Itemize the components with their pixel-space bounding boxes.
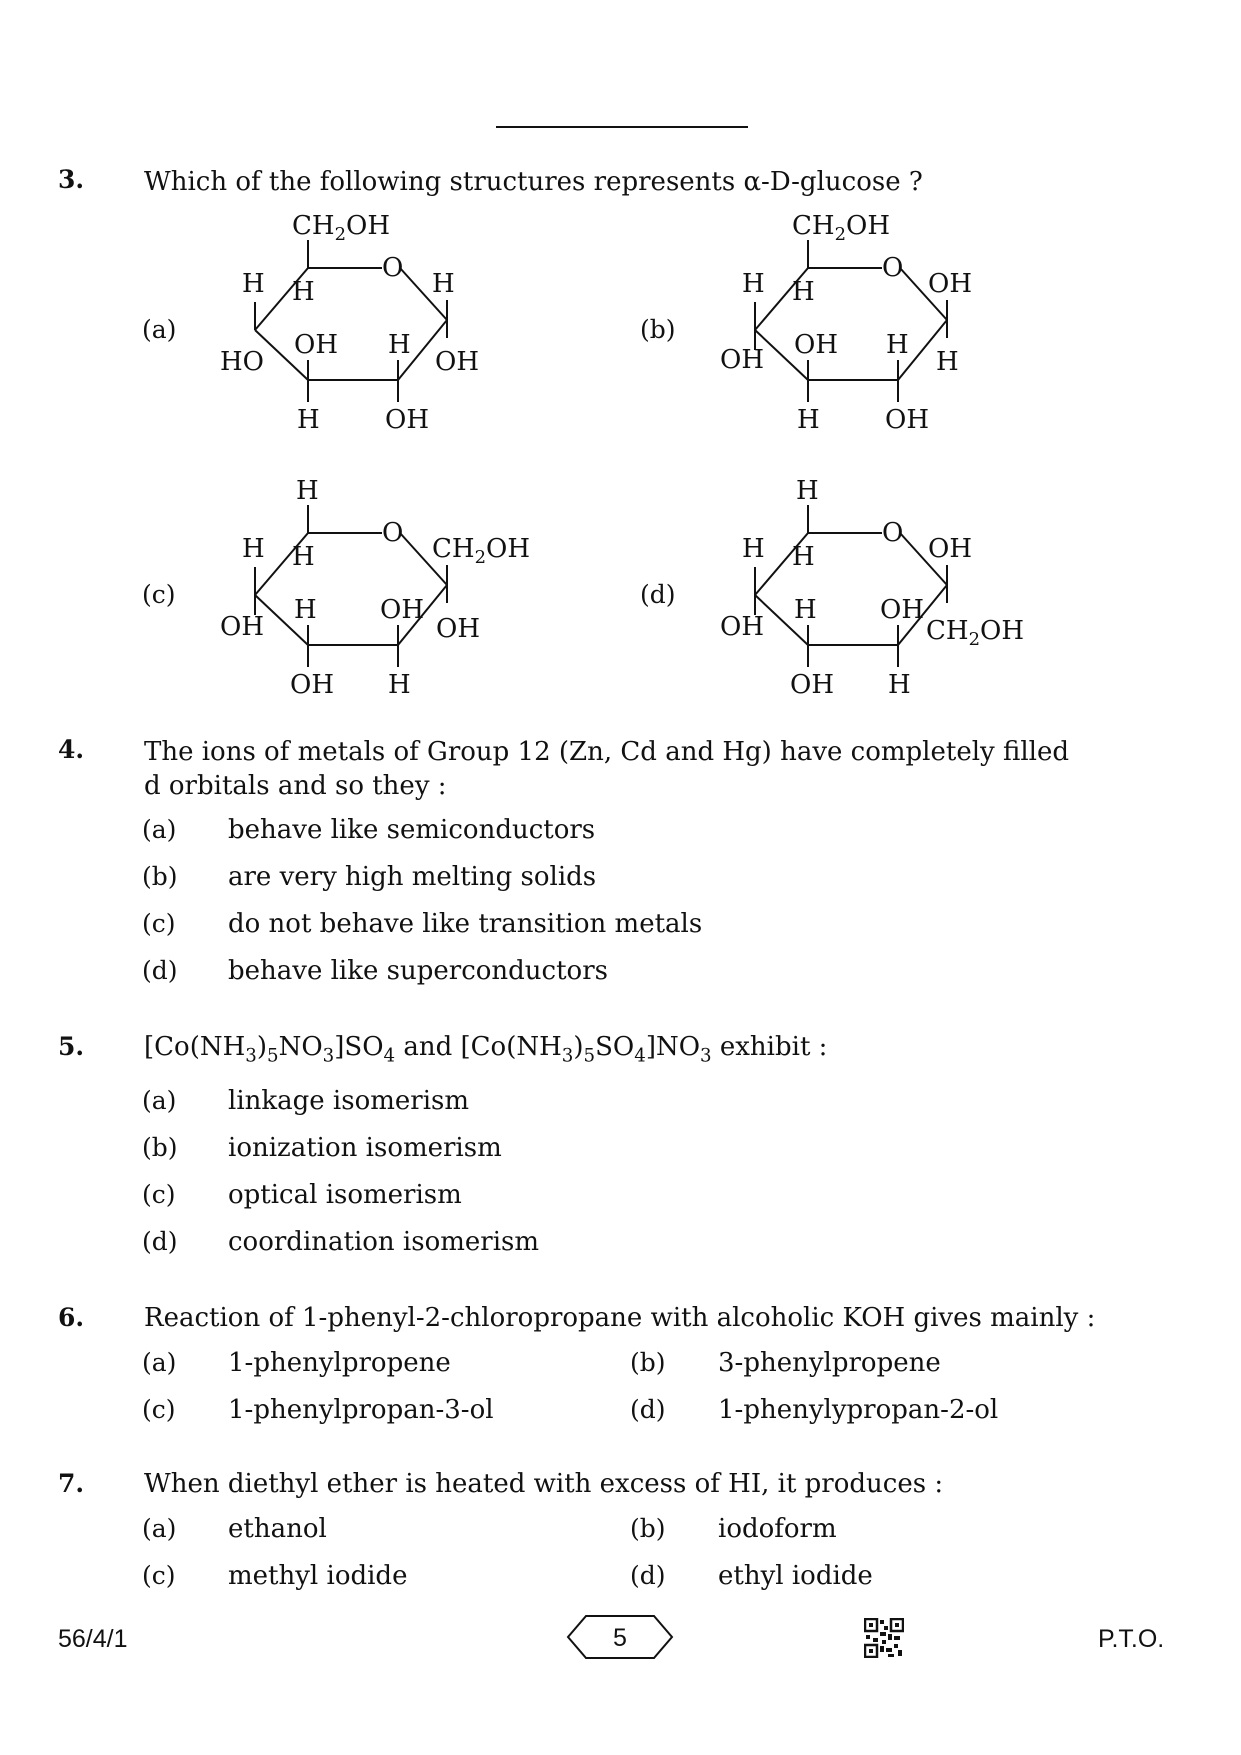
ch2oh-group: $CH_2OH$ xyxy=(432,534,531,568)
c2-lower-group: H xyxy=(888,670,911,700)
c4-outer-hydrogen: H xyxy=(242,534,265,564)
q7-option-a-text: ethanol xyxy=(228,1514,327,1544)
c3-lower-group: OH xyxy=(290,670,334,700)
c2-lower-group: OH xyxy=(885,405,929,435)
q6-option-c-text: 1-phenylpropan-3-ol xyxy=(228,1395,494,1425)
q7-option-c-label: (c) xyxy=(142,1561,176,1590)
q7-option-d-label: (d) xyxy=(630,1561,666,1590)
q7-option-d-text: ethyl iodide xyxy=(718,1561,873,1591)
c5-hydrogen: H xyxy=(792,277,815,307)
structure-b-diagram xyxy=(710,210,1010,450)
c2-upper-group: H xyxy=(886,330,909,360)
ring-oxygen: O xyxy=(882,518,904,548)
q5-option-d-label: (d) xyxy=(142,1227,178,1256)
q6-option-b-text: 3-phenylpropene xyxy=(718,1348,941,1378)
c5-hydrogen: H xyxy=(292,277,315,307)
c4-group: HO xyxy=(220,347,264,377)
question-4-number: 4. xyxy=(58,735,85,764)
c3-lower-group: H xyxy=(797,405,820,435)
question-6-text: Reaction of 1-phenyl-2-chloropropane with alcoholic KOH gives mainly : xyxy=(144,1303,1096,1333)
q6-option-c-label: (c) xyxy=(142,1395,176,1424)
ring-oxygen: O xyxy=(382,253,404,283)
ring-oxygen: O xyxy=(382,518,404,548)
structure-c-label: (c) xyxy=(142,580,176,609)
c5-hydrogen: H xyxy=(792,542,815,572)
q5-option-b-text: ionization isomerism xyxy=(228,1133,502,1163)
c2-lower-group: OH xyxy=(385,405,429,435)
q5-option-c-text: optical isomerism xyxy=(228,1180,462,1210)
ring-oxygen: O xyxy=(882,253,904,283)
page-number-badge xyxy=(566,1614,674,1660)
q4-option-b-label: (b) xyxy=(142,862,178,891)
c2-lower-group: H xyxy=(388,670,411,700)
q5-option-a-label: (a) xyxy=(142,1086,177,1115)
q4-option-a-label: (a) xyxy=(142,815,177,844)
c1-lower-group: H xyxy=(936,347,959,377)
question-4-text xyxy=(144,735,1124,803)
q5-option-a-text: linkage isomerism xyxy=(228,1086,470,1116)
top-rule xyxy=(496,126,748,128)
ch2oh-group: $CH_2OH$ xyxy=(926,616,1025,650)
structure-a-diagram xyxy=(210,210,510,450)
q4-option-d-label: (d) xyxy=(142,956,178,985)
question-6-number: 6. xyxy=(58,1303,85,1332)
c4-group: OH xyxy=(220,612,264,642)
q5-option-d-text: coordination isomerism xyxy=(228,1227,540,1257)
question-7-text: When diethyl ether is heated with excess of HI, it produces : xyxy=(144,1469,944,1499)
structure-c-diagram xyxy=(210,475,550,715)
paper-code: 56/4/1 xyxy=(58,1625,128,1653)
q7-option-a-label: (a) xyxy=(142,1514,177,1543)
q7-option-c-text: methyl iodide xyxy=(228,1561,408,1591)
c2-upper-group: H xyxy=(388,330,411,360)
structure-d-diagram xyxy=(710,475,1050,715)
c5-hydrogen: H xyxy=(292,542,315,572)
question-4-line-1: The ions of metals of Group 12 (Zn, Cd and Hg) have completely filled xyxy=(144,737,1069,767)
c5-top-hydrogen: H xyxy=(296,476,319,506)
c2-upper-group: OH xyxy=(380,595,424,625)
question-3-text: Which of the following structures represents α-D-glucose ? xyxy=(144,167,923,197)
question-3-number: 3. xyxy=(58,165,85,194)
c4-outer-hydrogen: H xyxy=(242,269,265,299)
q4-option-d-text: behave like superconductors xyxy=(228,956,608,986)
question-4-line-2: d orbitals and so they : xyxy=(144,771,447,801)
q4-option-c-label: (c) xyxy=(142,909,176,938)
q5-option-c-label: (c) xyxy=(142,1180,176,1209)
q7-option-b-text: iodoform xyxy=(718,1514,837,1544)
c4-group: OH xyxy=(720,612,764,642)
question-5-number: 5. xyxy=(58,1032,85,1061)
ch2oh-group: $CH_2OH$ xyxy=(292,211,391,245)
q4-option-b-text: are very high melting solids xyxy=(228,862,597,892)
c3-upper-group: OH xyxy=(794,330,838,360)
c5-top-hydrogen: H xyxy=(796,476,819,506)
c1-upper-group: H xyxy=(432,269,455,299)
q6-option-b-label: (b) xyxy=(630,1348,666,1377)
c3-upper-group: H xyxy=(794,595,817,625)
pto-text: P.T.O. xyxy=(1098,1625,1165,1653)
q4-option-a-text: behave like semiconductors xyxy=(228,815,596,845)
q7-option-b-label: (b) xyxy=(630,1514,666,1543)
qr-code-icon xyxy=(864,1618,904,1658)
structure-a-label: (a) xyxy=(142,315,177,344)
c1-lower-group: OH xyxy=(436,614,480,644)
c1-upper-group: OH xyxy=(928,534,972,564)
c4-outer-hydrogen: H xyxy=(742,534,765,564)
c4-outer-hydrogen: H xyxy=(742,269,765,299)
q6-option-d-label: (d) xyxy=(630,1395,666,1424)
question-5-text: $[Co(NH_3)_5NO_3]SO_4$ and $[Co(NH_3)_5SO_4]NO_3$ exhibit : xyxy=(144,1032,828,1067)
q6-option-a-label: (a) xyxy=(142,1348,177,1377)
c2-upper-group: OH xyxy=(880,595,924,625)
q5-option-b-label: (b) xyxy=(142,1133,178,1162)
c3-upper-group: OH xyxy=(294,330,338,360)
question-7-number: 7. xyxy=(58,1469,85,1498)
structure-d-label: (d) xyxy=(640,580,676,609)
q6-option-a-text: 1-phenylpropene xyxy=(228,1348,451,1378)
c3-lower-group: OH xyxy=(790,670,834,700)
c1-lower-group: OH xyxy=(435,347,479,377)
structure-b-label: (b) xyxy=(640,315,676,344)
q4-option-c-text: do not behave like transition metals xyxy=(228,909,703,939)
page-number: 5 xyxy=(613,1624,627,1652)
c1-upper-group: OH xyxy=(928,269,972,299)
q6-option-d-text: 1-phenylypropan-2-ol xyxy=(718,1395,999,1425)
c4-group: OH xyxy=(720,345,764,375)
c3-lower-group: H xyxy=(297,405,320,435)
c3-upper-group: H xyxy=(294,595,317,625)
ch2oh-group: $CH_2OH$ xyxy=(792,211,891,245)
